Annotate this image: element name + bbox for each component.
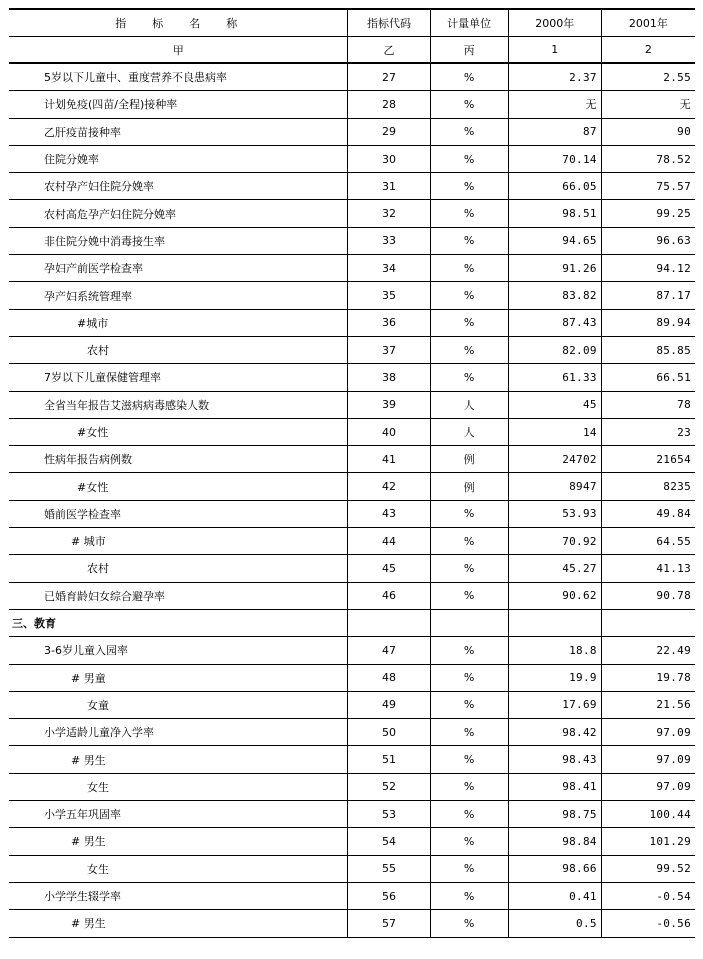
row-unit: % <box>430 528 508 555</box>
row-indicator-code: 40 <box>348 418 430 445</box>
row-indicator-name <box>9 500 348 527</box>
row-indicator-name <box>9 746 348 773</box>
row-name-text: 7岁以下儿童保健管理率 <box>44 371 161 385</box>
table-row <box>9 309 695 336</box>
row-name-text: #女性 <box>77 480 109 494</box>
row-indicator-name <box>9 582 348 609</box>
row-name-text: #女性 <box>77 426 109 439</box>
row-value-2001: 2.55 <box>601 63 695 91</box>
table-row <box>9 227 695 254</box>
row-value-2001: 96.63 <box>601 227 695 254</box>
row-indicator-code: 54 <box>348 828 430 855</box>
row-value-2001: 90 <box>601 118 695 145</box>
row-unit: % <box>430 801 508 828</box>
row-value-2001: 21.56 <box>601 691 695 718</box>
row-unit: % <box>430 255 508 282</box>
row-indicator-code: 47 <box>348 637 430 664</box>
table-row <box>9 609 695 636</box>
table-row <box>9 255 695 282</box>
table-row <box>9 555 695 582</box>
row-indicator-code: 28 <box>348 91 430 118</box>
row-value-2000: 98.42 <box>508 719 601 746</box>
row-unit: 人 <box>430 391 508 418</box>
row-unit: % <box>430 500 508 527</box>
row-name-text: 婚前医学检查率 <box>44 507 121 521</box>
row-indicator-code: 39 <box>348 391 430 418</box>
row-value-2000: 98.51 <box>508 200 601 227</box>
row-indicator-code: 53 <box>348 801 430 828</box>
row-unit: % <box>430 145 508 172</box>
row-unit: % <box>430 91 508 118</box>
row-value-2000: 98.75 <box>508 801 601 828</box>
table-row <box>9 473 695 500</box>
row-name-text: 小学适龄儿童净入学率 <box>44 726 154 740</box>
row-name-text: 小学学生辍学率 <box>44 890 121 904</box>
row-indicator-name <box>9 855 348 882</box>
row-value-2001: 100.44 <box>601 801 695 828</box>
row-indicator-name <box>9 418 348 445</box>
row-name-text: 女生 <box>87 862 109 876</box>
row-value-2001: 99.52 <box>601 855 695 882</box>
table-row <box>9 719 695 746</box>
row-indicator-name <box>9 91 348 118</box>
row-unit: % <box>430 336 508 363</box>
header-year-2000: 2000年 <box>508 9 601 37</box>
row-value-2001: 8235 <box>601 473 695 500</box>
row-name-text: 全省当年报告艾滋病病毒感染人数 <box>44 398 209 412</box>
row-value-2001: -0.56 <box>601 910 695 937</box>
table-row <box>9 582 695 609</box>
row-value-2000: 61.33 <box>508 364 601 391</box>
table-row <box>9 746 695 773</box>
row-indicator-code: 43 <box>348 500 430 527</box>
table-row <box>9 882 695 909</box>
row-value-2001: 90.78 <box>601 582 695 609</box>
row-indicator-code: 56 <box>348 882 430 909</box>
row-indicator-name <box>9 63 348 91</box>
row-unit: % <box>430 637 508 664</box>
row-value-2000: 83.82 <box>508 282 601 309</box>
table-row <box>9 173 695 200</box>
row-unit: % <box>430 882 508 909</box>
row-indicator-name <box>9 227 348 254</box>
table-row <box>9 528 695 555</box>
row-unit: % <box>430 555 508 582</box>
row-value-2001: 21654 <box>601 446 695 473</box>
row-name-text: 性病年报告病例数 <box>44 453 132 467</box>
row-value-2001: 94.12 <box>601 255 695 282</box>
row-value-2000: 0.41 <box>508 882 601 909</box>
table-row <box>9 773 695 800</box>
row-value-2000: 19.9 <box>508 664 601 691</box>
row-indicator-code: 52 <box>348 773 430 800</box>
table-body <box>9 9 695 937</box>
row-indicator-code: 29 <box>348 118 430 145</box>
row-unit: % <box>430 828 508 855</box>
table-row <box>9 391 695 418</box>
table-row <box>9 664 695 691</box>
row-value-2001: 89.94 <box>601 309 695 336</box>
row-name-text: 孕产妇系统管理率 <box>44 289 132 303</box>
row-indicator-name <box>9 391 348 418</box>
row-unit: % <box>430 309 508 336</box>
row-value-2000: 24702 <box>508 446 601 473</box>
row-unit: % <box>430 282 508 309</box>
row-unit: % <box>430 582 508 609</box>
row-indicator-name <box>9 882 348 909</box>
row-indicator-name <box>9 309 348 336</box>
row-value-2000: 2.37 <box>508 63 601 91</box>
row-name-text: 农村孕产妇住院分娩率 <box>44 180 154 194</box>
row-name-text: 5岁以下儿童中、重度营养不良患病率 <box>44 71 227 85</box>
row-indicator-name <box>9 828 348 855</box>
row-value-2001: 78.52 <box>601 145 695 172</box>
table-subheader-row <box>9 37 695 64</box>
row-value-2001: 49.84 <box>601 500 695 527</box>
header-indicator-code: 指标代码 <box>348 9 430 37</box>
row-unit <box>430 609 508 636</box>
row-value-2001: 41.13 <box>601 555 695 582</box>
row-indicator-code: 37 <box>348 336 430 363</box>
row-value-2000: 17.69 <box>508 691 601 718</box>
row-indicator-name <box>9 173 348 200</box>
table-header-row <box>9 9 695 37</box>
row-name-text: 住院分娩率 <box>44 153 99 167</box>
table-row <box>9 63 695 91</box>
row-value-2000: 87.43 <box>508 309 601 336</box>
row-value-2001: 97.09 <box>601 719 695 746</box>
row-value-2000: 8947 <box>508 473 601 500</box>
row-unit: % <box>430 773 508 800</box>
row-unit: % <box>430 910 508 937</box>
table-row <box>9 855 695 882</box>
header-year-2001: 2001年 <box>601 9 695 37</box>
row-name-text: 女童 <box>87 698 109 712</box>
row-name-text: 小学五年巩固率 <box>44 808 121 822</box>
row-indicator-code: 33 <box>348 227 430 254</box>
row-indicator-code: 30 <box>348 145 430 172</box>
row-value-2000: 87 <box>508 118 601 145</box>
row-indicator-name <box>9 555 348 582</box>
row-name-text: 孕妇产前医学检查率 <box>44 262 143 276</box>
row-indicator-code: 48 <box>348 664 430 691</box>
row-unit: 人 <box>430 418 508 445</box>
row-name-text: 3-6岁儿童入园率 <box>44 644 128 658</box>
row-value-2001: -0.54 <box>601 882 695 909</box>
row-indicator-code: 27 <box>348 63 430 91</box>
row-value-2001: 99.25 <box>601 200 695 227</box>
row-indicator-name <box>9 719 348 746</box>
row-indicator-code: 46 <box>348 582 430 609</box>
row-indicator-code: 51 <box>348 746 430 773</box>
row-value-2000 <box>508 609 601 636</box>
row-unit: % <box>430 118 508 145</box>
row-name-text: 农村 <box>87 344 109 358</box>
statistics-table <box>9 8 695 938</box>
subheader-unit: 丙 <box>430 37 508 64</box>
row-value-2001: 64.55 <box>601 528 695 555</box>
row-indicator-code: 45 <box>348 555 430 582</box>
row-indicator-code: 31 <box>348 173 430 200</box>
row-name-text: 非住院分娩中消毒接生率 <box>44 234 165 248</box>
row-value-2001: 87.17 <box>601 282 695 309</box>
row-indicator-code: 32 <box>348 200 430 227</box>
row-indicator-code: 38 <box>348 364 430 391</box>
row-value-2001: 85.85 <box>601 336 695 363</box>
row-value-2000: 66.05 <box>508 173 601 200</box>
row-indicator-name <box>9 801 348 828</box>
table-row <box>9 637 695 664</box>
table-row <box>9 801 695 828</box>
row-value-2000: 53.93 <box>508 500 601 527</box>
row-value-2000: 无 <box>508 91 601 118</box>
row-indicator-name <box>9 473 348 500</box>
row-indicator-name <box>9 255 348 282</box>
table-row <box>9 336 695 363</box>
row-value-2000: 90.62 <box>508 582 601 609</box>
row-unit: 例 <box>430 473 508 500</box>
row-value-2000: 91.26 <box>508 255 601 282</box>
row-name-text: 女生 <box>87 780 109 794</box>
row-name-text: # 男生 <box>71 753 106 767</box>
row-indicator-code: 41 <box>348 446 430 473</box>
row-value-2000: 70.92 <box>508 528 601 555</box>
row-indicator-code: 55 <box>348 855 430 882</box>
row-indicator-name <box>9 446 348 473</box>
row-value-2000: 98.66 <box>508 855 601 882</box>
row-indicator-code: 42 <box>348 473 430 500</box>
row-value-2000: 14 <box>508 418 601 445</box>
header-unit: 计量单位 <box>430 9 508 37</box>
row-value-2000: 98.41 <box>508 773 601 800</box>
row-indicator-name <box>9 637 348 664</box>
table-row <box>9 364 695 391</box>
table-row <box>9 118 695 145</box>
row-unit: % <box>430 364 508 391</box>
subheader-name: 甲 <box>9 37 348 64</box>
row-value-2000: 70.14 <box>508 145 601 172</box>
row-unit: % <box>430 227 508 254</box>
row-value-2001: 101.29 <box>601 828 695 855</box>
row-value-2001: 19.78 <box>601 664 695 691</box>
row-value-2001: 66.51 <box>601 364 695 391</box>
table-row <box>9 500 695 527</box>
row-value-2001: 97.09 <box>601 746 695 773</box>
row-indicator-code: 35 <box>348 282 430 309</box>
row-name-text: 计划免疫(四苗/全程)接种率 <box>44 98 178 112</box>
row-value-2000: 45.27 <box>508 555 601 582</box>
row-unit: % <box>430 855 508 882</box>
row-value-2000: 18.8 <box>508 637 601 664</box>
row-value-2001: 22.49 <box>601 637 695 664</box>
subheader-code: 乙 <box>348 37 430 64</box>
row-name-text: # 城市 <box>71 535 106 549</box>
table-row <box>9 145 695 172</box>
subheader-col2: 2 <box>601 37 695 64</box>
row-value-2001: 23 <box>601 418 695 445</box>
row-indicator-name <box>9 609 348 636</box>
row-indicator-code: 50 <box>348 719 430 746</box>
row-unit: % <box>430 173 508 200</box>
table-row <box>9 91 695 118</box>
row-unit: % <box>430 719 508 746</box>
row-unit: % <box>430 664 508 691</box>
row-value-2000: 98.84 <box>508 828 601 855</box>
table-row <box>9 828 695 855</box>
row-name-text: 已婚育龄妇女综合避孕率 <box>44 589 165 603</box>
row-name-text: 三、教育 <box>12 617 56 631</box>
row-value-2000: 45 <box>508 391 601 418</box>
row-indicator-code: 57 <box>348 910 430 937</box>
row-indicator-code: 36 <box>348 309 430 336</box>
row-indicator-name <box>9 664 348 691</box>
row-value-2000: 94.65 <box>508 227 601 254</box>
row-unit: % <box>430 746 508 773</box>
row-indicator-name <box>9 336 348 363</box>
table-row <box>9 910 695 937</box>
table-row <box>9 418 695 445</box>
row-indicator-name <box>9 364 348 391</box>
table-row <box>9 282 695 309</box>
row-indicator-name <box>9 282 348 309</box>
row-unit: % <box>430 63 508 91</box>
row-indicator-name <box>9 118 348 145</box>
row-value-2000: 82.09 <box>508 336 601 363</box>
row-value-2001: 75.57 <box>601 173 695 200</box>
row-name-text: # 男生 <box>71 917 106 931</box>
row-value-2001: 97.09 <box>601 773 695 800</box>
row-indicator-name <box>9 200 348 227</box>
row-indicator-code: 49 <box>348 691 430 718</box>
subheader-col1: 1 <box>508 37 601 64</box>
row-value-2001 <box>601 609 695 636</box>
row-indicator-name <box>9 145 348 172</box>
table-row <box>9 446 695 473</box>
row-name-text: 农村 <box>87 562 109 576</box>
row-name-text: # 男生 <box>71 835 106 849</box>
header-indicator-name: 指标名称 <box>9 9 348 37</box>
row-indicator-code: 44 <box>348 528 430 555</box>
row-value-2001: 无 <box>601 91 695 118</box>
row-unit: % <box>430 691 508 718</box>
row-unit: 例 <box>430 446 508 473</box>
row-name-text: 农村高危孕产妇住院分娩率 <box>44 207 176 221</box>
row-indicator-name <box>9 691 348 718</box>
row-indicator-name <box>9 773 348 800</box>
table-row <box>9 691 695 718</box>
row-unit: % <box>430 200 508 227</box>
row-name-text: #城市 <box>77 316 109 330</box>
row-value-2000: 98.43 <box>508 746 601 773</box>
row-indicator-name <box>9 910 348 937</box>
row-indicator-name <box>9 528 348 555</box>
row-value-2000: 0.5 <box>508 910 601 937</box>
row-indicator-code <box>348 609 430 636</box>
row-indicator-code: 34 <box>348 255 430 282</box>
row-name-text: 乙肝疫苗接种率 <box>44 125 121 139</box>
row-name-text: # 男童 <box>71 671 106 685</box>
row-value-2001: 78 <box>601 391 695 418</box>
table-row <box>9 200 695 227</box>
